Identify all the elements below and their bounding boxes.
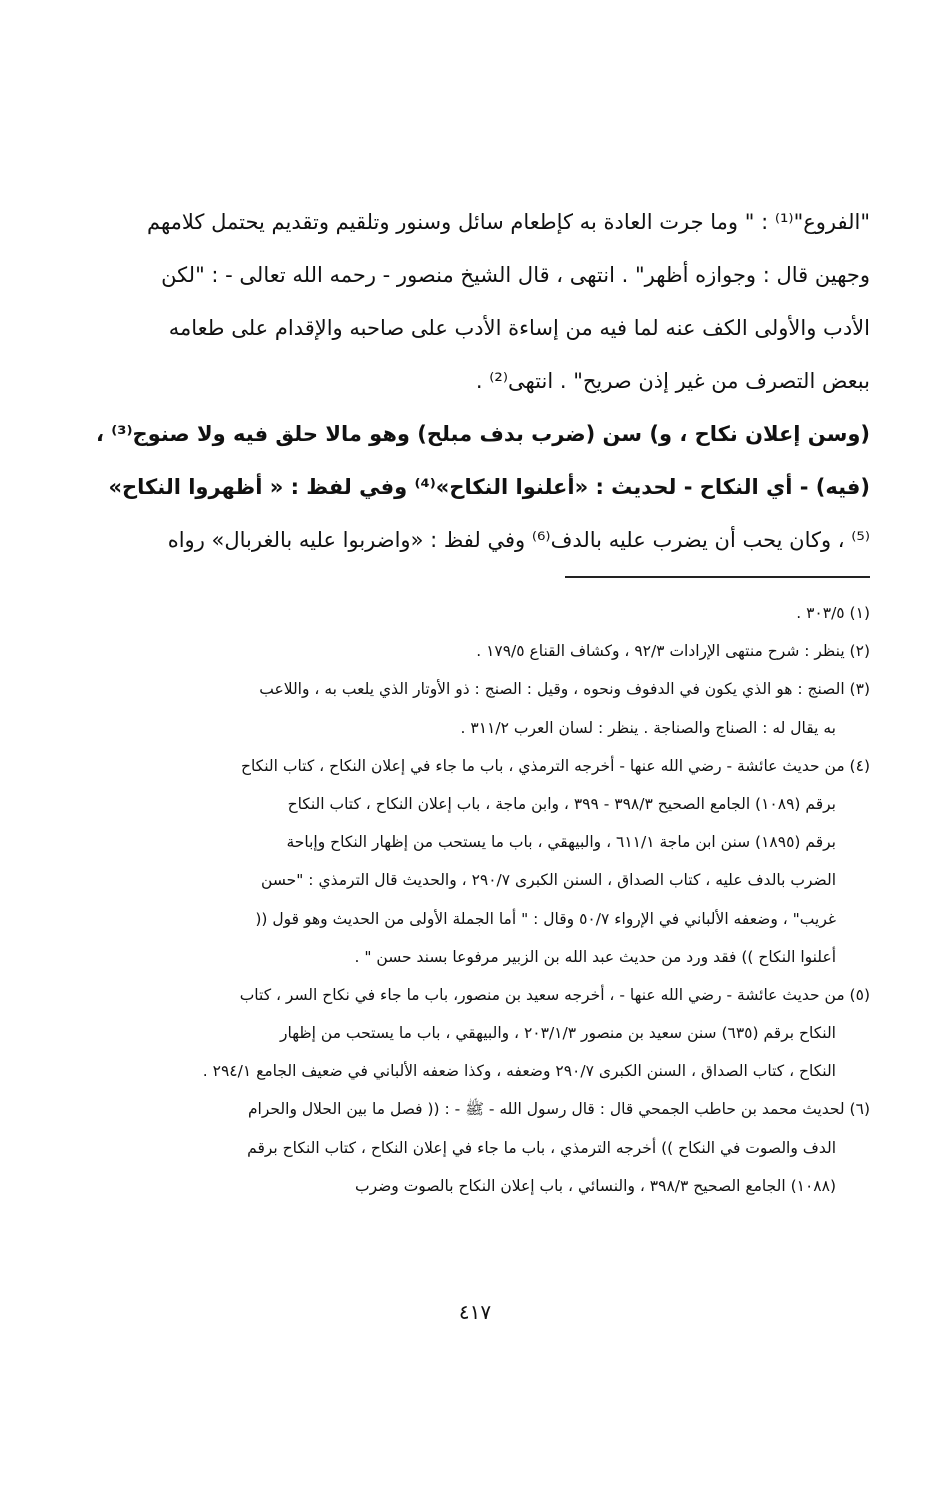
body-line-5: (وسن إعلان نكاح ، و) سن (ضرب بدف مبلح) وهو مالا حلق فيه ولا صنوج⁽³⁾ ،	[95, 422, 870, 446]
footnote-5-cont-2: النكاح ، كتاب الصداق ، السنن الكبرى ٢٩٠/٧ وضعفه ، وكذا ضعفه الألباني في ضعيف الجامع ٢٩٤/١ .	[202, 1062, 836, 1081]
body-line-7: ⁽⁵⁾ ، وكان يحب أن يضرب عليه بالدف⁽⁶⁾ وفي لفظ : «واضربوا عليه بالغربال» رواه	[167, 528, 870, 552]
footnote-3-cont: به يقال له : الصناج والصناجة . ينظر : لسان العرب ٣١١/٢ .	[460, 718, 836, 737]
footnote-5-cont-1: النكاح برقم (٦٣٥) سنن سعيد بن منصور ٢٠٣/١/٣ ، والبيهقي ، باب ما يستحب من إظهار	[279, 1024, 836, 1043]
body-line-6: (فيه) - أي النكاح - لحديث : «أعلنوا النكاح»⁽⁴⁾ وفي لفظ : « أظهروا النكاح»	[108, 475, 870, 499]
main-text	[80, 196, 870, 567]
footnote-4: (٤) من حديث عائشة - رضي الله عنها - أخرجه الترمذي ، باب ما جاء في إعلان النكاح ، كتاب النكاح	[240, 756, 870, 775]
footnote-4-cont-5: أعلنوا النكاح )) فقد ورد من حديث عبد الله بن الزبير مرفوعا بسند حسن " .	[354, 947, 836, 966]
footnote-6-cont-1: الدف والصوت في النكاح )) أخرجه الترمذي ، باب ما جاء في إعلان النكاح ، كتاب النكاح برقم	[247, 1138, 836, 1157]
body-line-3: الأدب والأولى الكف عنه لما فيه من إساءة الأدب على صاحبه والإقدام على طعامه	[168, 316, 870, 340]
footnote-5: (٥) من حديث عائشة - رضي الله عنها - ، أخرجه سعيد بن منصور، باب ما جاء في نكاح السر ، كتاب	[239, 985, 870, 1004]
footnote-4-cont-2: برقم (١٨٩٥) سنن ابن ماجة ٦١١/١ ، والبيهقي ، باب ما يستحب من إظهار النكاح وإباحة	[286, 833, 836, 852]
page-number: ٤١٧	[458, 1300, 492, 1324]
footnote-4-cont-1: برقم (١٠٨٩) الجامع الصحيح ٣٩٨/٣ - ٣٩٩ ، وابن ماجة ، باب إعلان النكاح ، كتاب النكاح	[287, 794, 836, 813]
footnote-4-cont-4: غريب" ، وضعفه الألباني في الإرواء ٥٠/٧ وقال : " أما الجملة الأولى من الحديث وهو قول ((	[255, 909, 836, 928]
footnote-6: (٦) لحديث محمد بن حاطب الجمحي قال : قال رسول الله - ﷺ - : (( فصل ما بين الحلال والحرام	[247, 1100, 870, 1119]
footnote-4-cont-3: الضرب بالدف عليه ، كتاب الصداق ، السنن الكبرى ٢٩٠/٧ ، والحديث قال الترمذي : "حسن	[261, 871, 836, 890]
footnote-2: (٢) ينظر : شرح منتهى الإرادات ٩٢/٣ ، وكشاف القناع ١٧٩/٥ .	[476, 642, 870, 661]
body-line-4: ببعض التصرف من غير إذن صريح" . انتهى⁽²⁾ .	[475, 369, 870, 393]
footnote-1: (١) ٣٠٣/٥ .	[796, 604, 870, 622]
footnotes	[80, 594, 870, 1205]
footnote-separator	[565, 576, 870, 578]
body-line-2: وجهين قال : وجوازه أظهر" . انتهى ، قال الشيخ منصور - رحمه الله تعالى - : "لكن	[161, 263, 870, 287]
footnote-6-cont-2: (١٠٨٨) الجامع الصحيح ٣٩٨/٣ ، والنسائي ، باب إعلان النكاح بالصوت وضرب	[355, 1176, 836, 1195]
footnote-3: (٣) الصنج : هو الذي يكون في الدفوف ونحوه ، وقيل : الصنج : ذو الأوتار الذي يلعب به ، واللاعب	[259, 680, 870, 699]
body-line-1: "الفروع"⁽¹⁾ : " وما جرت العادة به كإطعام سائل وسنور وتلقيم وتقديم يحتمل كلامهم	[146, 210, 870, 234]
